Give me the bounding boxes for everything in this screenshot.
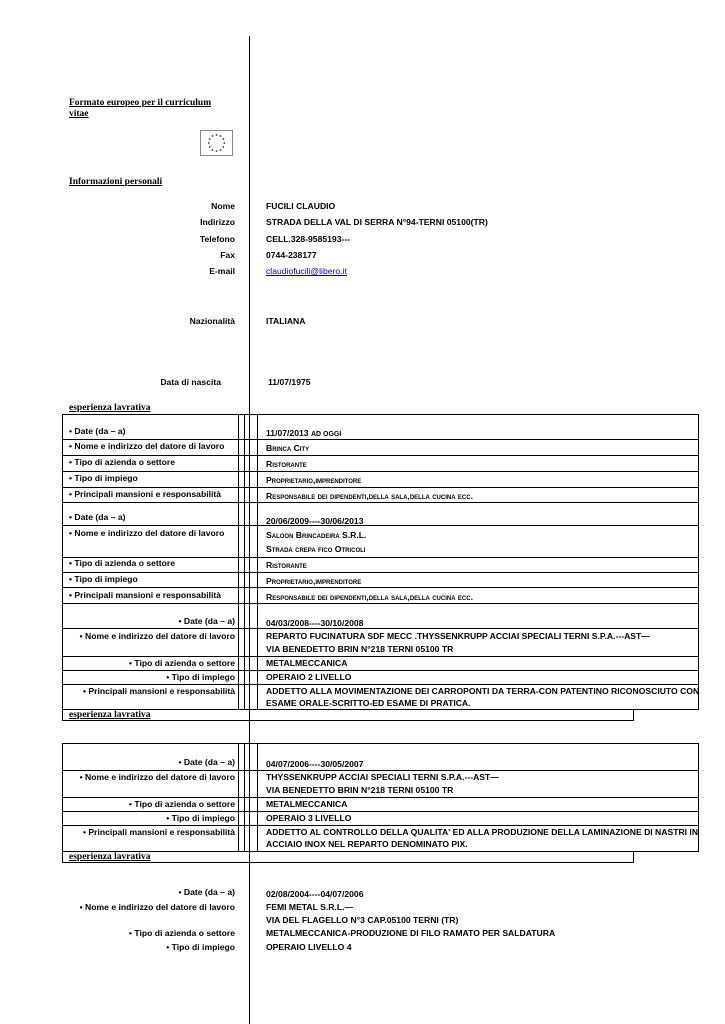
job2-impiego: Proprietario,imprenditore [266, 576, 362, 586]
job1-date: 11/07/2013 AD OGGI [266, 428, 342, 438]
job1-date-label: • Date (da – a) [69, 426, 126, 436]
job2-date-label: • Date (da – a) [69, 512, 126, 522]
label-data-nascita: Data di nascita [160, 377, 221, 387]
label-nome: Nome [211, 201, 235, 211]
job3-mansioni-line1: ADDETTO ALLA MOVIMENTAZIONE DEI CARROPONTI DA TERRA-CON PATENTINO RICONOSCIUTO CON [266, 686, 700, 696]
job5-datore-line2: VIA DEL FLAGELLO N°3 CAP.05100 TERNI (TR) [266, 915, 459, 925]
value-telefono: CELL.328-9585193--- [266, 234, 351, 244]
job3-impiego-label: • Tipo di impiego [166, 672, 235, 682]
label-nazionalita: Nazionalità [189, 316, 235, 326]
job4-mansioni-label: • Principali mansioni e responsabilità [82, 827, 235, 837]
eu-flag-logo [200, 130, 233, 156]
job2-mansioni-label: • Principali mansioni e responsabilità [69, 590, 222, 600]
job2-datore-label: • Nome e indirizzo del datore di lavoro [69, 528, 225, 538]
job3-tipo-label: • Tipo di azienda o settore [129, 658, 235, 668]
job3-date-label: • Date (da – a) [178, 616, 235, 626]
job5-datore-line1: FEMI METAL S.R.L.— [266, 902, 354, 912]
label-indirizzo: Indirizzo [200, 217, 235, 227]
job5-date: 02/08/2004----04/07/2006 [266, 889, 364, 899]
job1-mansioni: Responsabile dei dipendenti,della sala,della cucina ecc. [266, 491, 473, 501]
job4-datore-line2: VIA BENEDETTO BRIN N°218 TERNI 05100 TR [266, 785, 454, 795]
label-fax: Fax [220, 250, 235, 260]
email-link[interactable]: claudiofucili@libero.it [266, 266, 347, 276]
job4-tipo: METALMECCANICA [266, 799, 348, 809]
job1-tipo-label: • Tipo di azienda o settore [69, 457, 175, 467]
label-telefono: Telefono [199, 234, 235, 244]
job3-datore-label: • Nome e indirizzo del datore di lavoro [79, 631, 235, 641]
value-nome: FUCILI CLAUDIO [266, 201, 336, 211]
section-experience-2: esperienza lavrativa [69, 710, 151, 720]
cv-title: Formato europeo per il curriculum vitae [69, 98, 212, 119]
job4-date-label: • Date (da – a) [178, 757, 235, 767]
job5-impiego: OPERAIO LIVELLO 4 [266, 942, 352, 952]
job1-impiego-label: • Tipo di impiego [69, 473, 138, 483]
job2-impiego-label: • Tipo di impiego [69, 574, 138, 584]
job3-datore-line1: REPARTO FUCINATURA SDF MECC .THYSSENKRUPP ACCIAI SPECIALI TERNI S.P.A.---AST— [266, 631, 650, 641]
job4-impiego-label: • Tipo di impiego [166, 813, 235, 823]
job5-datore-label: • Nome e indirizzo del datore di lavoro [79, 902, 235, 912]
job3-mansioni-label: • Principali mansioni e responsabilità [82, 686, 235, 696]
job1-datore: Brinca City [266, 443, 310, 453]
job5-impiego-label: • Tipo di impiego [166, 942, 235, 952]
value-data-nascita: 11/07/1975 [268, 377, 311, 387]
job4-datore-label: • Nome e indirizzo del datore di lavoro [79, 772, 235, 782]
job4-impiego: OPERAIO 3 LIVELLO [266, 813, 352, 823]
job3-impiego: OPERAIO 2 LIVELLO [266, 672, 352, 682]
job5-tipo-label: • Tipo di azienda o settore [129, 928, 235, 938]
job5-tipo: METALMECCANICA-PRODUZIONE DI FILO RAMATO PER SALDATURA [266, 928, 556, 938]
label-email: E-mail [209, 266, 235, 276]
section-personal-info: Informazioni personali [69, 177, 163, 187]
section-experience-1: esperienza lavrativa [69, 403, 151, 413]
job1-tipo: Ristorante [266, 459, 307, 469]
job4-datore-line1: THYSSENKRUPP ACCIAI SPECIALI TERNI S.P.A.---AST— [266, 772, 499, 782]
job2-date: 20/06/2009----30/06/2013 [266, 516, 364, 526]
job4-date: 04/07/2006----30/05/2007 [266, 759, 364, 769]
job1-datore-label: • Nome e indirizzo del datore di lavoro [69, 441, 225, 451]
job4-mansioni-line2: ACCIAIO INOX NEL REPARTO DENOMINATO PIX. [266, 839, 468, 849]
job4-tipo-label: • Tipo di azienda o settore [129, 799, 235, 809]
job1-impiego: Proprietario,imprenditore [266, 475, 362, 485]
job3-datore-line2: VIA BENEDETTO BRIN N°218 TERNI 05100 TR [266, 644, 454, 654]
value-indirizzo: STRADA DELLA VAL DI SERRA N°94-TERNI 05100(TR) [266, 217, 488, 227]
value-nazionalita: ITALIANA [266, 316, 306, 326]
job3-date: 04/03/2008----30/10/2008 [266, 618, 364, 628]
job5-date-label: • Date (da – a) [178, 887, 235, 897]
job2-tipo-label: • Tipo di azienda o settore [69, 558, 175, 568]
job3-mansioni-line2: ESAME ORALE-SCRITTO-ED ESAME DI PRATICA. [266, 698, 471, 708]
job2-tipo: Ristorante [266, 560, 307, 570]
job2-mansioni: Responsabile dei dipendenti,della sala,della cucina ecc. [266, 592, 473, 602]
value-fax: 0744-238177 [266, 250, 317, 260]
job2-datore-line2: Strada crepa fico Otricoli [266, 544, 366, 554]
job4-mansioni-line1: ADDETTO AL CONTROLLO DELLA QUALITA' ED ALLA PRODUZIONE DELLA LAMINAZIONE DI NASTRI IN [266, 827, 699, 837]
job2-datore-line1: Saloon Brincadeira S.R.L. [266, 530, 367, 540]
section-experience-3: esperienza lavrativa [69, 852, 151, 862]
job3-tipo: METALMECCANICA [266, 658, 348, 668]
job1-mansioni-label: • Principali mansioni e responsabilità [69, 489, 222, 499]
